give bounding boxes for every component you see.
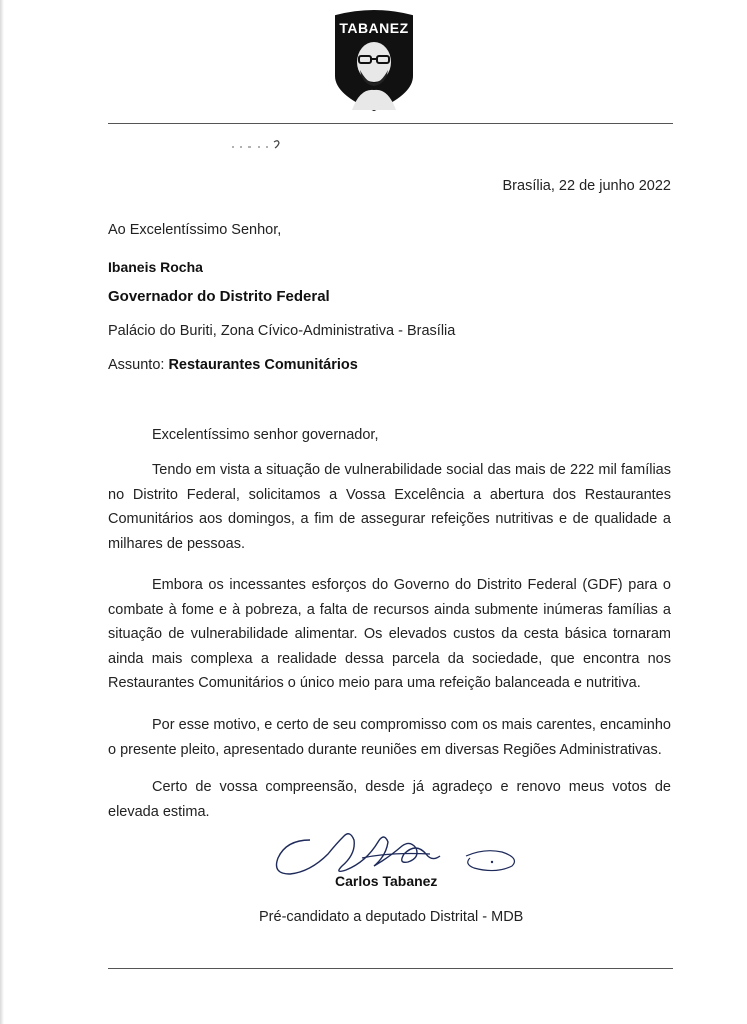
body-paragraph: Embora os incessantes esforços do Governo do Distrito Federal (GDF) para o combate à fome e à pobreza, a falta de recursos ainda submente inúmeras famílias a situação de vulnerabilidade alimentar. Os elevados custos da cesta básica tornaram ainda mais complexa a realidade dessa parcela da sociedade, que encontra nos Restaurantes Comunitários o único meio para uma refeição balanceada e nutritiva. [108, 577, 671, 692]
body-paragraph: Certo de vossa compreensão, desde já agradeço e renovo meus votos de elevada estima. [108, 779, 671, 820]
footer-divider [108, 968, 673, 969]
recipient-address: Palácio do Buriti, Zona Cívico-Administrativa - Brasília [108, 323, 456, 339]
page-edge-shadow [0, 0, 4, 1024]
stray-scan-mark [230, 137, 290, 151]
recipient-title: Governador do Distrito Federal [108, 288, 330, 305]
signer-name: Carlos Tabanez [335, 873, 438, 889]
header-divider [108, 123, 673, 124]
subject-label: Assunto: [108, 357, 169, 373]
subject-value: Restaurantes Comunitários [168, 357, 358, 373]
signer-role: Pré-candidato a deputado Distrital - MDB [259, 909, 524, 925]
letter-greeting: Excelentíssimo senhor governador, [152, 427, 379, 443]
letter-date: Brasília, 22 de junho 2022 [502, 178, 671, 194]
svg-text:TABANEZ: TABANEZ [339, 20, 409, 36]
body-paragraph: Por esse motivo, e certo de seu compromisso com os mais carentes, encaminho o presente pleito, apresentado durante reuniões em diversas Regiões Administrativas. [108, 717, 671, 758]
recipient-name: Ibaneis Rocha [108, 259, 203, 275]
body-paragraph: Tendo em vista a situação de vulnerabilidade social das mais de 222 mil famílias no Distrito Federal, solicitamos a Vossa Excelência a abertura dos Restaurantes Comunitários aos domingos, a fim de assegurar refeições nutritivas e de qualidade a milhares de pessoas. [108, 462, 671, 552]
tabanez-logo [330, 6, 418, 112]
recipient-salutation: Ao Excelentíssimo Senhor, [108, 222, 282, 238]
subject-line [108, 357, 358, 373]
